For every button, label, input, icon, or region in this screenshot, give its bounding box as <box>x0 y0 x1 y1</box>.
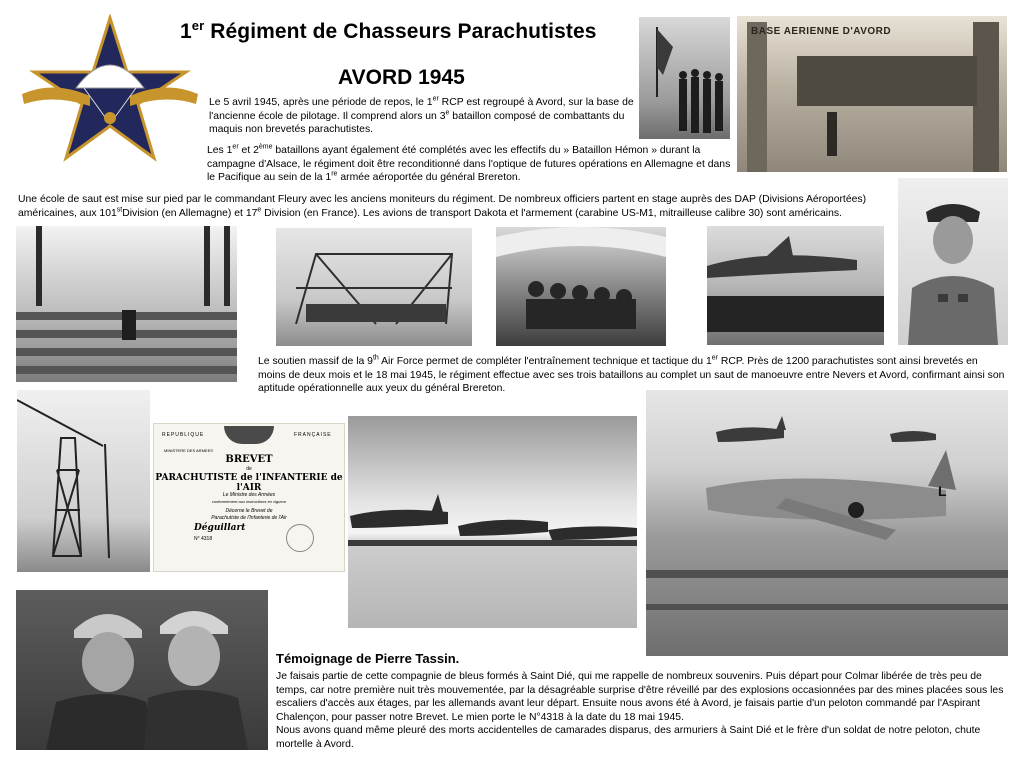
para2-text-c: bataillons ayant également été complétés avec les effectifs du » Bataillon Hémon » durant la campagne d'Alsace, le régiment doit être reconditionné dans l'optique de futures opérations en Allemagne et dans le Pacifique au sein de la 1 <box>207 145 731 184</box>
para1-text-a: Le 5 avril 1945, après une période de repos, le 1 <box>209 97 433 108</box>
photo-two-paratroopers <box>16 590 268 750</box>
para3-sup-a: st <box>116 206 123 214</box>
certificate-body-1: Le Ministre des Armées <box>222 492 276 498</box>
paratrooper-badge-icon <box>14 14 206 162</box>
regiment-insignia <box>14 14 206 162</box>
para2-text-b: et 2 <box>238 145 259 156</box>
para1-text-b: RCP est regroupé à Avord, sur la base de l'ancienne école de pilotage. Il comprend alors un 3 <box>209 97 634 122</box>
para4-text-b: Air Force permet de compléter l'entraînement technique et tactique du 1 <box>378 356 712 367</box>
photo-dakota-lineup <box>348 416 637 628</box>
certificate-title-de: de <box>246 466 252 472</box>
title-number: 1 <box>180 20 192 43</box>
para3-text-c: Division (en France). Les avions de transport Dakota et l'armement (carabine US-M1, mitrailleuse calibre 30) sont américains. <box>261 207 842 219</box>
para1-sup-a: er <box>432 95 439 103</box>
para3-text-b: Division (en Allemagne) et 17 <box>122 207 258 219</box>
para3-text-a: Une école de saut est mise sur pied par le commandant Fleury avec les anciens moniteurs du régiment. De nombreux officiers partent en stage auprès des DAP (Divisions Aéroportées) américaines, aux 101 <box>18 194 867 219</box>
photo-paratroopers-in-aircraft <box>496 227 666 346</box>
para4-text-c: RCP. Près de 1200 parachutistes sont ainsi brevetés en moins de deux mois et le 18 mai 1945, le régiment effectue avec ses trois bataillons au complet un saut de manoeuvre entre Nevers et Avord, confirmant ainsi son aptitude opérationnelle aux yeux du général Brereton. <box>258 356 1005 395</box>
certificate-title-main: PARACHUTISTE de l'INFANTERIE de l'AIR <box>155 473 343 493</box>
title-superscript: er <box>191 18 205 33</box>
title-text: Régiment de Chasseurs Parachutistes <box>204 20 597 43</box>
para4-sup-b: er <box>711 354 718 362</box>
photo-training-frame <box>276 228 472 346</box>
battalions-paragraph <box>207 144 735 185</box>
training-frame-illustration <box>276 228 472 346</box>
para2-text-d: armée aéroportée du général Brereton. <box>337 172 521 184</box>
photo-parachute-packing-hall <box>16 226 237 382</box>
testimony-paragraph-2: Nous avons quand même pleuré des morts accidentelles de camarades disparus, des armuriers à Saint Dié et le frère d'un soldat de notre peloton, chute mortelle à Avord. <box>276 725 981 750</box>
para2-sup-b: ème <box>258 143 273 151</box>
certificate-holder-name: Déguillart <box>194 523 246 533</box>
photo-general-portrait <box>898 178 1008 345</box>
testimony-body <box>276 670 1006 752</box>
page-subtitle: AVORD 1945 <box>338 66 465 89</box>
photo-jump-tower <box>17 390 150 572</box>
photo-troops-before-plane <box>707 226 884 345</box>
dakota-lineup-illustration <box>348 416 637 628</box>
para4-sup-a: th <box>372 354 379 362</box>
para3-sup-b: e <box>257 206 262 214</box>
base-gate-sign: BASE AERIENNE D'AVORD <box>751 26 892 37</box>
testimony-paragraph-1: Je faisais partie de cette compagnie de bleus formés à Saint Dié, qui me rappelle de nombreux souvenirs. Puis départ pour Colmar libérée de très peu de temps, car notre première nuit très mouvementée, par la désagréable surprise d'être réveillé par des explosions occasionnées par des mines placées sous les escaliers d'accès aux étages, par les allemands avant leur départ. Ensuite nous avons été à Avord, je faisais partie d'un peloton commandé par l'Aspirant Chalençon, pour passer notre Brevet. Le mien porte le N°4318 à la date du 18 mai 1945. <box>276 671 1004 723</box>
certificate-body-2: conformément aux instructions en vigueur <box>211 499 287 504</box>
certificate-number: N° 4318 <box>194 536 213 542</box>
troops-plane-illustration <box>707 226 884 345</box>
page-title <box>180 18 640 44</box>
para1-text-c: bataillon composé de combattants du maquis non brevetés parachutistes. <box>209 110 625 136</box>
two-paratroopers-illustration <box>16 590 268 750</box>
photo-parachutist-certificate <box>153 423 345 572</box>
flag-soldiers-illustration <box>639 17 730 139</box>
photo-avord-base-gate <box>737 16 1007 172</box>
para2-sup-a: er <box>232 143 239 151</box>
jump-school-paragraph <box>18 193 896 220</box>
photo-c46-over-fields <box>646 390 1008 656</box>
photo-flag-soldiers <box>639 17 730 139</box>
plane-tail-marking: L <box>938 483 947 499</box>
certificate-title-brevet: BREVET <box>225 454 273 465</box>
certificate-stamp <box>286 524 314 552</box>
testimony-title: Témoignage de Pierre Tassin. <box>276 651 460 666</box>
certificate-francaise: FRANÇAISE <box>294 432 332 438</box>
para2-sup-c: re <box>331 170 338 178</box>
general-portrait-illustration <box>898 178 1008 345</box>
c46-aircraft-illustration <box>646 390 1008 656</box>
para1-sup-b: e <box>445 109 450 117</box>
certificate-eagle-emblem <box>224 426 274 444</box>
para4-text-a: Le soutien massif de la 9 <box>258 356 373 367</box>
certificate-republique: REPUBLIQUE <box>162 432 205 438</box>
certificate-body-4: Parachutiste de l'Infanterie de l'Air <box>211 515 287 521</box>
certificate-ministry: MINISTERE DES ARMEES <box>164 448 213 453</box>
certificate-body-3: Décerne le Brevet de <box>225 508 273 514</box>
packing-hall-illustration <box>16 226 237 382</box>
intro-paragraph <box>209 96 639 137</box>
para2-text-a: Les 1 <box>207 145 233 156</box>
aircraft-interior-illustration <box>496 227 666 346</box>
jump-tower-illustration <box>17 390 150 572</box>
